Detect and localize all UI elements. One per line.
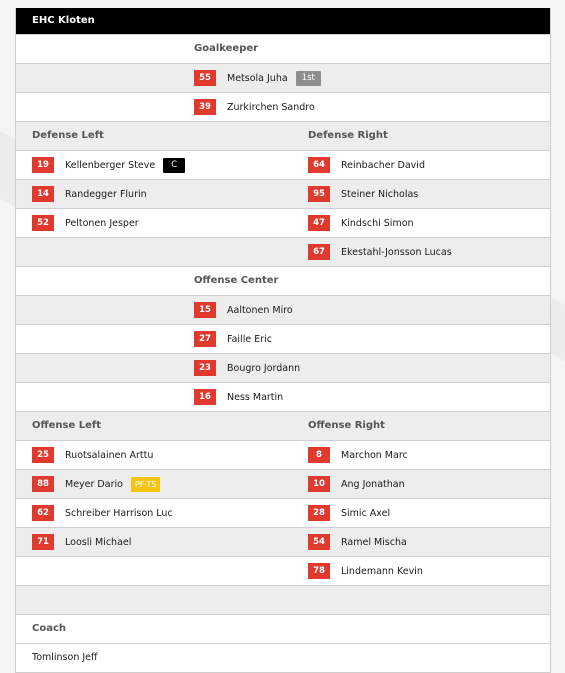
table-row <box>16 353 550 382</box>
lineup-panel <box>15 8 551 673</box>
team-title: EHC Kloten <box>16 8 550 34</box>
player-name[interactable]: Ekestahl-Jonsson Lucas <box>341 246 452 258</box>
player-name[interactable]: Simic Axel <box>341 507 391 519</box>
table-row <box>16 556 550 585</box>
jersey-number: 27 <box>194 331 216 347</box>
player-entry[interactable] <box>308 214 414 232</box>
captain-badge: C <box>163 158 185 173</box>
pf-ts-badge: PF-TS <box>131 477 161 492</box>
jersey-number: 10 <box>308 476 330 492</box>
table-row <box>16 643 550 672</box>
table-row <box>16 295 550 324</box>
table-row <box>16 63 550 92</box>
jersey-number: 16 <box>194 389 216 405</box>
player-entry[interactable] <box>308 446 408 464</box>
player-entry[interactable] <box>308 533 407 551</box>
player-entry[interactable] <box>308 562 423 580</box>
player-entry[interactable] <box>32 214 139 232</box>
jersey-number: 62 <box>32 505 54 521</box>
jersey-number: 25 <box>32 447 54 463</box>
jersey-number: 88 <box>32 476 54 492</box>
coach-name[interactable]: Tomlinson Jeff <box>32 652 98 663</box>
player-name[interactable]: Bougro Jordann <box>227 362 301 374</box>
defense-left-heading: Defense Left <box>32 130 104 141</box>
player-entry[interactable] <box>32 533 131 551</box>
jersey-number: 95 <box>308 186 330 202</box>
player-name[interactable]: Kellenberger Steve <box>65 159 156 171</box>
player-name[interactable]: Faille Eric <box>227 333 272 345</box>
table-row <box>16 208 550 237</box>
player-name[interactable]: Marchon Marc <box>341 449 408 461</box>
player-entry[interactable] <box>194 69 321 87</box>
player-name[interactable]: Reinbacher David <box>341 159 425 171</box>
player-entry[interactable] <box>32 504 173 522</box>
player-entry[interactable] <box>32 185 147 203</box>
player-entry[interactable] <box>32 475 160 493</box>
player-entry[interactable] <box>308 156 425 174</box>
player-name[interactable]: Meyer Dario <box>65 478 123 490</box>
player-name[interactable]: Zurkirchen Sandro <box>227 101 315 113</box>
jersey-number: 54 <box>308 534 330 550</box>
jersey-number: 39 <box>194 99 216 115</box>
player-entry[interactable] <box>194 301 293 319</box>
player-entry[interactable] <box>32 156 185 174</box>
table-row <box>16 498 550 527</box>
first-goalie-badge: 1st <box>296 71 321 86</box>
jersey-number: 55 <box>194 70 216 86</box>
player-entry[interactable] <box>194 359 300 377</box>
player-name[interactable]: Loosli Michael <box>65 536 132 548</box>
section-header-row <box>16 34 550 63</box>
table-row <box>16 92 550 121</box>
table-row <box>16 150 550 179</box>
player-entry[interactable] <box>308 185 418 203</box>
section-header-row <box>16 614 550 643</box>
offense-center-heading: Offense Center <box>194 275 279 286</box>
player-name[interactable]: Kindschi Simon <box>341 217 414 229</box>
jersey-number: 78 <box>308 563 330 579</box>
jersey-number: 52 <box>32 215 54 231</box>
coach-heading: Coach <box>32 623 67 634</box>
player-entry[interactable] <box>194 330 272 348</box>
player-name[interactable]: Ang Jonathan <box>341 478 405 490</box>
player-entry[interactable] <box>194 388 283 406</box>
player-name[interactable]: Metsola Juha <box>227 72 288 84</box>
player-name[interactable]: Lindemann Kevin <box>341 565 423 577</box>
player-name[interactable]: Ramel Mischa <box>341 536 407 548</box>
player-name[interactable]: Ruotsalainen Arttu <box>65 449 154 461</box>
player-name[interactable]: Ness Martin <box>227 391 284 403</box>
player-entry[interactable] <box>194 98 315 116</box>
table-row <box>16 382 550 411</box>
jersey-number: 23 <box>194 360 216 376</box>
jersey-number: 19 <box>32 157 54 173</box>
table-row <box>16 324 550 353</box>
jersey-number: 67 <box>308 244 330 260</box>
table-row <box>16 440 550 469</box>
table-row <box>16 179 550 208</box>
player-name[interactable]: Aaltonen Miro <box>227 304 293 316</box>
section-header-row <box>16 266 550 295</box>
jersey-number: 28 <box>308 505 330 521</box>
defense-right-heading: Defense Right <box>308 130 388 141</box>
section-header-row <box>16 121 550 150</box>
player-entry[interactable] <box>308 243 452 261</box>
section-header-row <box>16 411 550 440</box>
player-entry[interactable] <box>308 504 390 522</box>
offense-left-heading: Offense Left <box>32 420 102 431</box>
player-name[interactable]: Steiner Nicholas <box>341 188 419 200</box>
table-row <box>16 469 550 498</box>
player-name[interactable]: Peltonen Jesper <box>65 217 139 229</box>
player-name[interactable]: Schreiber Harrison Luc <box>65 507 173 519</box>
table-row <box>16 237 550 266</box>
jersey-number: 64 <box>308 157 330 173</box>
jersey-number: 8 <box>308 447 330 463</box>
player-entry[interactable] <box>308 475 405 493</box>
jersey-number: 15 <box>194 302 216 318</box>
player-entry[interactable] <box>32 446 153 464</box>
empty-row <box>16 585 550 614</box>
goalkeeper-heading: Goalkeeper <box>194 43 259 54</box>
jersey-number: 14 <box>32 186 54 202</box>
player-name[interactable]: Randegger Flurin <box>65 188 147 200</box>
jersey-number: 47 <box>308 215 330 231</box>
jersey-number: 71 <box>32 534 54 550</box>
offense-right-heading: Offense Right <box>308 420 385 431</box>
table-row <box>16 527 550 556</box>
